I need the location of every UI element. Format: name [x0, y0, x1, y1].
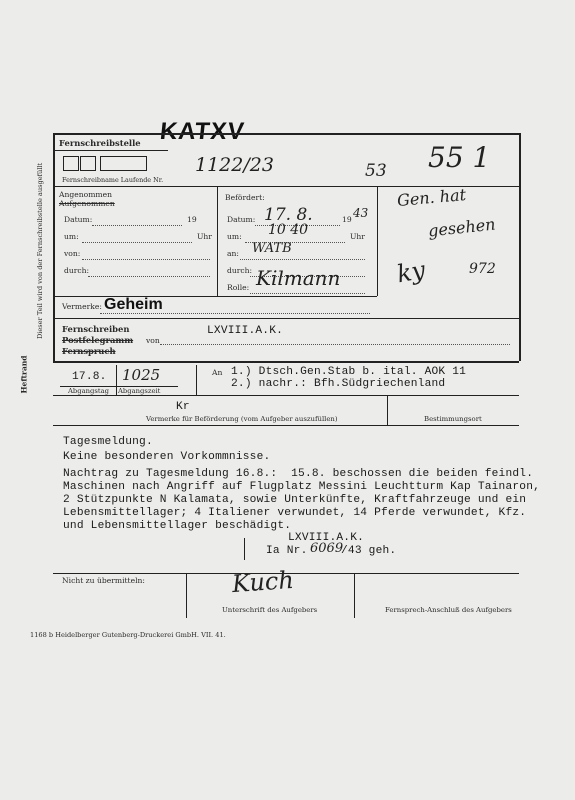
divider-4 — [53, 395, 519, 396]
message-line-6: Lebensmittellager; 4 Italiener verwundet, 14 Pferde verwundet, Kfz. — [63, 507, 527, 519]
abgangstag: 17.8. — [72, 371, 107, 383]
unterschrift-label: Unterschrift des Aufgebers — [222, 606, 318, 614]
handwritten-55: 55 1 — [428, 141, 491, 174]
ia-prefix: Ia Nr. — [266, 545, 308, 557]
form-left-border — [53, 133, 55, 361]
received-heading: Angenommen — [59, 190, 112, 199]
vermerke-befoerderung: Vermerke für Beförderung (vom Aufgeber auszufüllen) — [146, 415, 338, 423]
name-box-2 — [80, 156, 96, 171]
geheim-stamp: Geheim — [104, 296, 163, 313]
received-durch-line — [88, 276, 210, 277]
margin-mark — [244, 538, 245, 560]
message-line-1: Tagesmeldung. — [63, 436, 153, 448]
message-line-3: Nachtrag zu Tagesmeldung 16.8.: 15.8. beschossen die beiden feindl. — [63, 468, 534, 480]
divider-3 — [53, 318, 519, 319]
received-durch-label: durch: — [64, 266, 90, 275]
laufende-nr-handwriting: 1122/23 — [195, 154, 274, 176]
message-line-7: und Lebensmittellager beschädigt. — [63, 520, 292, 532]
abgangstag-label: Abgangstag — [68, 387, 110, 395]
divider-forwarded — [377, 186, 378, 296]
forwarded-signature: Kilmann — [256, 266, 341, 290]
divider-5 — [53, 425, 519, 426]
received-um-line — [82, 242, 192, 243]
vermerke-label: Vermerke: — [62, 302, 102, 311]
bestimmungsort: Bestimmungsort — [424, 415, 482, 423]
abgangszeit: 1025 — [122, 366, 161, 384]
number-box — [100, 156, 147, 171]
forwarded-an-line — [240, 259, 365, 260]
forwarded-year-43: 43 — [353, 206, 369, 220]
signature: Kuch — [231, 565, 295, 599]
kr: Kr — [176, 401, 190, 413]
abgang-divider — [116, 365, 117, 395]
recipient-2: 2.) nachr.: Bfh.Südgriechenland — [231, 378, 446, 390]
forwarded-rolle-line — [250, 293, 365, 294]
form-title: Fernschreibstelle — [59, 138, 141, 148]
form-right-border — [519, 133, 521, 361]
ia-nr: 6069 — [310, 541, 344, 556]
forwarded-an-label: an: — [227, 249, 239, 258]
bottom-divider-2 — [354, 573, 355, 618]
nicht-label: Nicht zu übermitteln: — [62, 576, 145, 585]
name-label: Fernschreibname Laufende Nr. — [62, 176, 164, 184]
printer-line: 1168 b Heidelberger Gutenberg-Druckerei GmbH. VII. 41. — [30, 631, 226, 639]
name-box-1 — [63, 156, 79, 171]
received-von-label: von: — [64, 249, 81, 258]
title-underline — [53, 150, 168, 151]
received-datum-label: Datum: — [64, 215, 93, 224]
bestimmungsort-divider — [387, 395, 388, 425]
bottom-divider-1 — [186, 573, 187, 618]
unit-sign: LXVIII.A.K. — [288, 532, 365, 544]
forwarded-an: WATB — [252, 241, 292, 256]
forwarded-uhr-label: Uhr — [350, 232, 365, 241]
forwarded-year-19: 19 — [342, 215, 352, 224]
ia-suffix: /43 geh. — [341, 545, 397, 557]
side-note: Dieser Teil wird von der Fernschreibstelle ausgefüllt — [36, 162, 44, 339]
forwarded-datum: 17. 8. — [264, 205, 313, 225]
abgangszeit-label: Abgangszeit — [118, 387, 161, 395]
forwarded-durch-label: durch: — [227, 266, 253, 275]
handwritten-53: 53 — [365, 161, 387, 181]
forwarded-datum-label: Datum: — [227, 215, 256, 224]
type-fernspruch: Fernspruch — [62, 346, 116, 356]
form-bottom-border — [53, 361, 519, 363]
vermerke-line — [100, 313, 370, 314]
forwarded-rolle-label: Rolle: — [227, 283, 250, 292]
forwarded-um: 10 40 — [268, 222, 309, 238]
message-line-4: Maschinen nach Angriff auf Flugplatz Messini Leuchtturm Kap Tainaron, — [63, 481, 541, 493]
message-line-5: 2 Stützpunkte N Kalamata, sowie Unterkünfte, Kraftfahrzeuge und ein — [63, 494, 527, 506]
note-972: 972 — [469, 261, 496, 277]
forwarded-heading: Befördert: — [225, 193, 265, 202]
type-fernschreiben: Fernschreiben — [62, 324, 130, 334]
an-label: An — [212, 368, 223, 377]
divider-2 — [53, 296, 377, 297]
abgang-right — [196, 365, 197, 395]
divider-received — [217, 186, 218, 296]
von-line — [160, 344, 510, 345]
received-uhr-label: Uhr — [197, 232, 212, 241]
received-datum-line — [92, 225, 182, 226]
received-year: 19 — [187, 215, 197, 224]
forwarded-um-label: um: — [227, 232, 242, 241]
von-unit: LXVIII.A.K. — [207, 325, 284, 337]
received-um-label: um: — [64, 232, 79, 241]
note-gen-hat: Gen. hat — [396, 185, 467, 210]
received-von-line — [82, 259, 210, 260]
note-initials: ky — [394, 255, 428, 289]
von-label: von — [146, 336, 160, 345]
message-line-2: Keine besonderen Vorkommnisse. — [63, 451, 271, 463]
stamp: KATXV — [158, 118, 247, 145]
note-gesehen: gesehen — [427, 214, 497, 241]
received-heading-alt: Aufgenommen — [59, 199, 115, 208]
fernsprech-label: Fernsprech-Anschluß des Aufgebers — [385, 606, 512, 614]
form-top-border — [53, 133, 519, 135]
heftrand-label: Heftrand — [19, 355, 29, 394]
recipient-1: 1.) Dtsch.Gen.Stab b. ital. AOK 11 — [231, 366, 467, 378]
type-postfelegramm: Postfelegramm — [62, 335, 134, 345]
